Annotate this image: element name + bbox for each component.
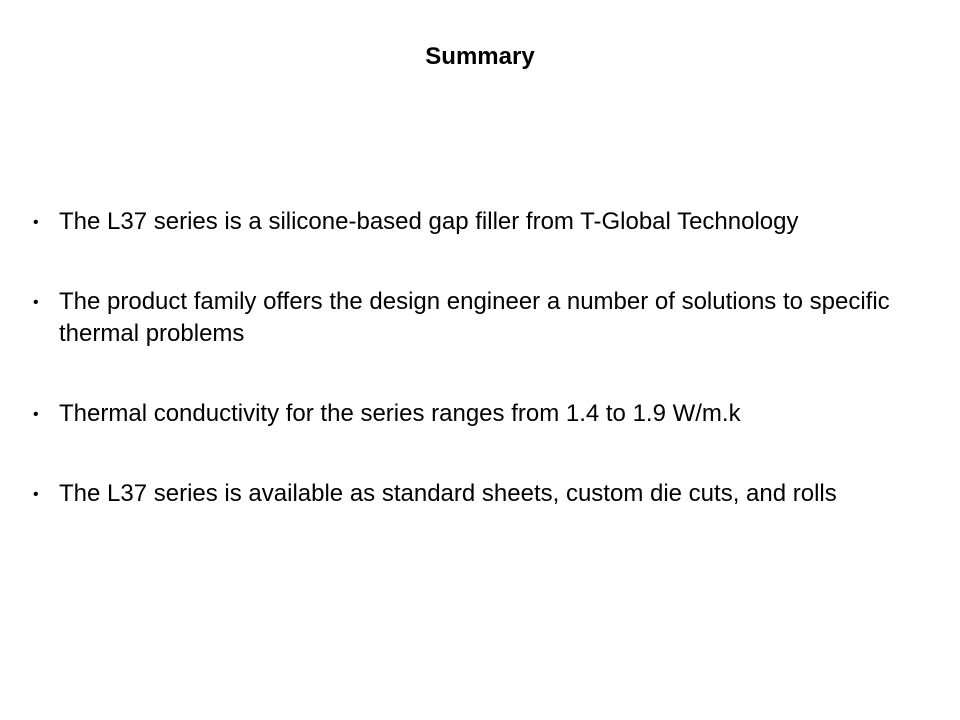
- bullet-icon: •: [33, 214, 39, 231]
- bullet-text: The L37 series is a silicone-based gap filler from T-Global Technology: [59, 208, 799, 235]
- bullet-icon: •: [33, 406, 39, 423]
- bullet-text: Thermal conductivity for the series ranges from 1.4 to 1.9 W/m.k: [59, 400, 741, 427]
- bullet-item: [33, 286, 933, 350]
- bullet-text: The product family offers the design engineer a number of solutions to specific thermal problems: [59, 288, 890, 347]
- bullet-text: The L37 series is available as standard sheets, custom die cuts, and rolls: [59, 480, 837, 507]
- bullet-list: [33, 206, 933, 558]
- bullet-item: [33, 478, 933, 510]
- bullet-icon: •: [33, 486, 39, 503]
- bullet-icon: •: [33, 294, 39, 311]
- bullet-item: [33, 398, 933, 430]
- bullet-item: [33, 206, 933, 238]
- slide-title: Summary: [425, 43, 535, 70]
